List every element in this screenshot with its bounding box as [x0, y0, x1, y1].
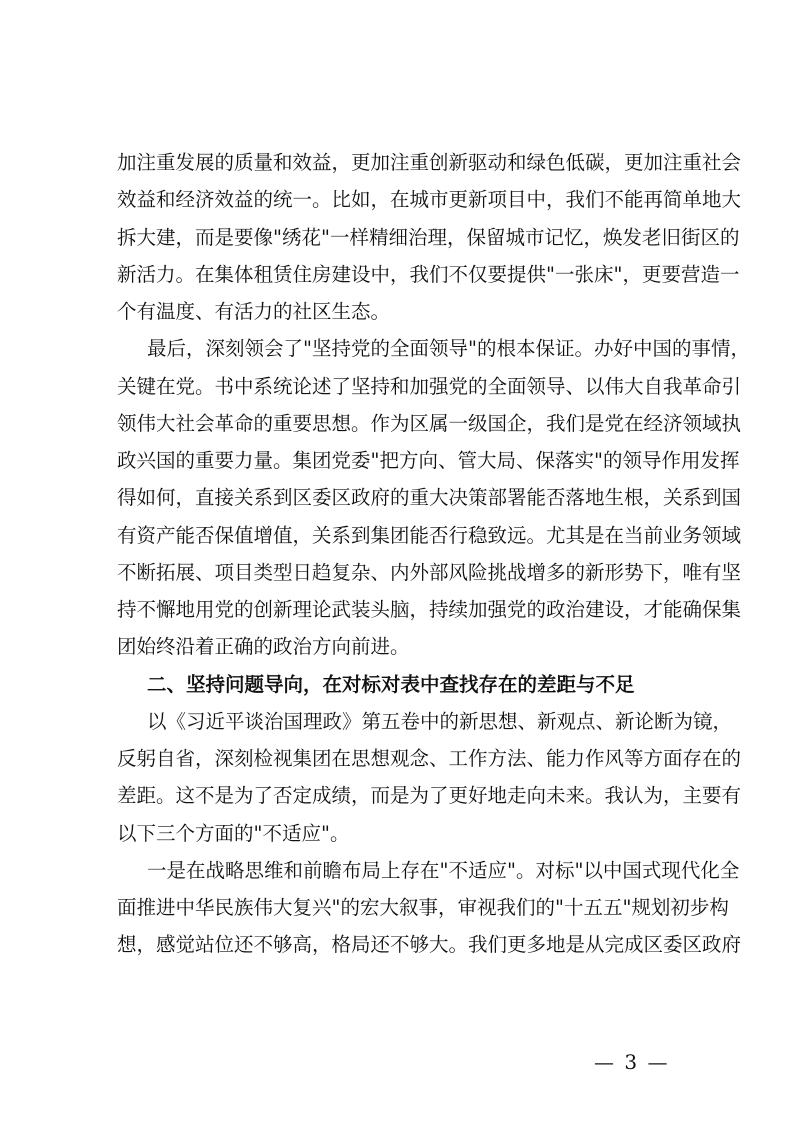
text-line: 二、坚持问题导向，在对标对表中查找存在的差距与不足 [147, 672, 635, 696]
text-line: 效益和经济效益的统一。比如，在城市更新项目中，我们不能再简单地大 [117, 188, 742, 212]
text-line: 不断拓展、项目类型日趋复杂、内外部风险挑战增多的新形势下，唯有坚 [117, 560, 742, 584]
text-line: 有资产能否保值增值，关系到集团能否行稳致远。尤其是在当前业务领域 [117, 523, 742, 547]
text-line: 政兴国的重要力量。集团党委"把方向、管大局、保落实"的领导作用发挥 [117, 449, 740, 472]
text-line: 以《习近平谈治国理政》第五卷中的新思想、新观点、新论断为镜， [147, 709, 733, 733]
text-line: 得如何，直接关系到区委区政府的重大决策部署能否落地生根，关系到国 [117, 486, 742, 510]
page-number: — 3 — [594, 1050, 670, 1074]
text-line: 拆大建，而是要像"绣花"一样精细治理，保留城市记忆，焕发老旧街区的 [117, 225, 740, 249]
text-line: 持不懈地用党的创新理论武装头脑，持续加强党的政治建设，才能确保集 [117, 598, 742, 621]
text-line: 差距。这不是为了否定成绩，而是为了更好地走向未来。我认为，主要有 [117, 784, 742, 808]
paragraph [117, 703, 742, 852]
paragraph [117, 852, 742, 964]
text-line: 反躬自省，深刻检视集团在思想观念、工作方法、能力作风等方面存在的 [117, 747, 742, 770]
text-line: 个有温度、有活力的社区生态。 [117, 300, 391, 323]
text-line: 最后，深刻领会了"坚持党的全面领导"的根本保证。办好中国的事情， [147, 337, 750, 361]
text-line: 关键在党。书中系统论述了坚持和加强党的全面领导、以伟大自我革命引 [117, 374, 742, 398]
text-line: 以下三个方面的"不适应"。 [117, 821, 350, 845]
text-line: 一是在战略思维和前瞻布局上存在"不适应"。对标"以中国式现代化全 [147, 858, 740, 882]
text-line: 面推进中华民族伟大复兴"的宏大叙事，审视我们的"十五五"规划初步构 [117, 896, 729, 919]
text-line: 想，感觉站位还不够高，格局还不够大。我们更多地是从完成区委区政府 [117, 933, 742, 957]
paragraph [117, 330, 750, 665]
text-line: 加注重发展的质量和效益，更加注重创新驱动和绿色低碳，更加注重社会 [117, 151, 742, 174]
text-line: 领伟大社会革命的重要思想。作为区属一级国企，我们是党在经济领域执 [117, 411, 742, 435]
paragraph [117, 144, 742, 330]
text-line: 团始终沿着正确的政治方向前进。 [117, 635, 410, 659]
document-body [117, 144, 750, 964]
section-heading [117, 666, 677, 703]
text-line: 新活力。在集体租赁住房建设中，我们不仅要提供"一张床"，更要营造一 [117, 262, 740, 286]
